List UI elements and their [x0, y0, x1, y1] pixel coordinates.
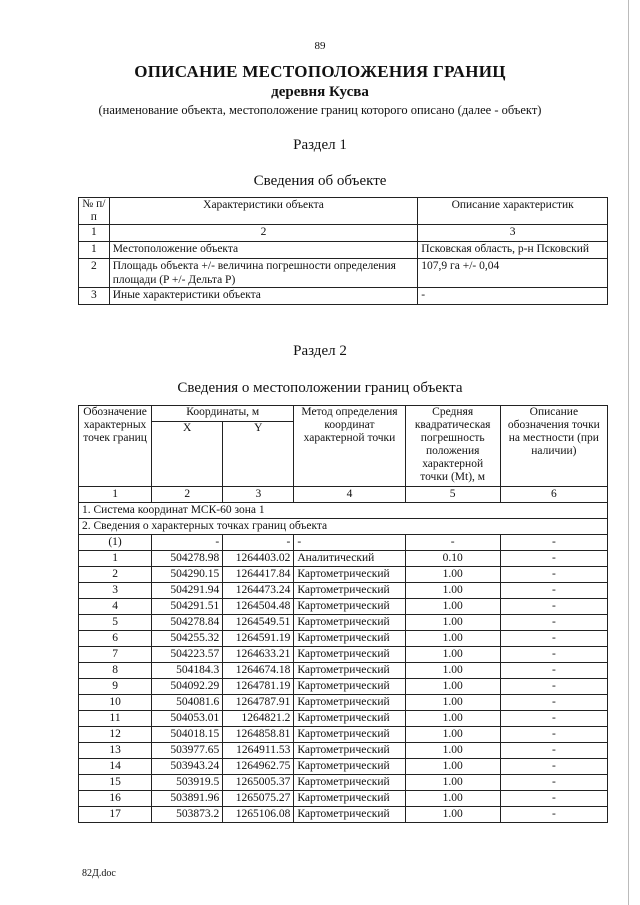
- table-row: [79, 242, 608, 259]
- point-name: 10: [79, 695, 152, 711]
- section-2-heading: Раздел 2: [293, 343, 347, 359]
- point-description: -: [500, 775, 607, 791]
- row-num: 3: [79, 288, 110, 305]
- index-cell: 5: [405, 487, 500, 503]
- point-x: 504290.15: [152, 567, 223, 583]
- table-row: [79, 791, 608, 807]
- points-heading-row: [79, 519, 608, 535]
- point-name: 3: [79, 583, 152, 599]
- object-info-rows: [79, 242, 608, 305]
- table-row: [79, 775, 608, 791]
- point-y: 1264417.84: [223, 567, 294, 583]
- point-error: 1.00: [405, 599, 500, 615]
- table-row: [79, 695, 608, 711]
- boundary-points-table: [78, 405, 608, 823]
- point-error: 1.00: [405, 615, 500, 631]
- table-row: [79, 743, 608, 759]
- table-row: [79, 679, 608, 695]
- point-name: 2: [79, 567, 152, 583]
- point-x: 504278.98: [152, 551, 223, 567]
- point-y: 1264674.18: [223, 663, 294, 679]
- point-description: -: [500, 679, 607, 695]
- index-cell: 3: [223, 487, 294, 503]
- table-row: [79, 551, 608, 567]
- index-cell: 2: [109, 225, 418, 242]
- section-1-table-title: Сведения об объекте: [253, 173, 387, 189]
- point-method: -: [294, 535, 405, 551]
- point-name: 15: [79, 775, 152, 791]
- point-error: 1.00: [405, 583, 500, 599]
- index-cell: 1: [79, 487, 152, 503]
- index-cell: 1: [79, 225, 110, 242]
- point-name: (1): [79, 535, 152, 551]
- point-name: 7: [79, 647, 152, 663]
- header-point-name: Обозначение характерных точек границ: [79, 406, 152, 487]
- point-method: Картометрический: [294, 583, 405, 599]
- point-y: 1264591.19: [223, 631, 294, 647]
- point-y: 1264911.53: [223, 743, 294, 759]
- index-cell: 4: [294, 487, 405, 503]
- point-x: 503943.24: [152, 759, 223, 775]
- point-description: -: [500, 647, 607, 663]
- row-num: 1: [79, 242, 110, 259]
- point-description: -: [500, 759, 607, 775]
- point-y: 1265005.37: [223, 775, 294, 791]
- table-row: [79, 631, 608, 647]
- point-x: 504053.01: [152, 711, 223, 727]
- table-row: [79, 599, 608, 615]
- point-method: Картометрический: [294, 743, 405, 759]
- index-cell: 6: [500, 487, 607, 503]
- point-y: 1264403.02: [223, 551, 294, 567]
- header-y: Y: [223, 422, 294, 487]
- point-x: 504291.51: [152, 599, 223, 615]
- section-1-heading: Раздел 1: [293, 137, 347, 153]
- boundary-point-rows: [79, 535, 608, 823]
- point-name: 9: [79, 679, 152, 695]
- point-name: 1: [79, 551, 152, 567]
- object-name: деревня Кусва: [271, 84, 369, 100]
- point-method: Картометрический: [294, 807, 405, 823]
- point-y: 1264633.21: [223, 647, 294, 663]
- header-method: Метод определения координат характерной точки: [294, 406, 405, 487]
- table-row: [79, 288, 608, 305]
- point-x: 504092.29: [152, 679, 223, 695]
- point-x: 503891.96: [152, 791, 223, 807]
- table-row: [79, 807, 608, 823]
- point-name: 14: [79, 759, 152, 775]
- point-y: 1265106.08: [223, 807, 294, 823]
- point-x: -: [152, 535, 223, 551]
- point-y: 1264549.51: [223, 615, 294, 631]
- row-characteristic: Площадь объекта +/- величина погрешности определения площади (P +/- Дельта P): [109, 259, 418, 288]
- object-info-table: [78, 197, 608, 305]
- point-method: Картометрический: [294, 695, 405, 711]
- row-characteristic: Местоположение объекта: [109, 242, 418, 259]
- point-description: -: [500, 567, 607, 583]
- file-name-footer: 82Д.doc: [82, 868, 116, 879]
- point-y: 1264962.75: [223, 759, 294, 775]
- points-heading-cell: 2. Сведения о характерных точках границ объекта: [79, 519, 608, 535]
- header-error: Средняя квадратическая погрешность положения характерной точки (Mt), м: [405, 406, 500, 487]
- point-error: 1.00: [405, 775, 500, 791]
- point-method: Картометрический: [294, 759, 405, 775]
- point-x: 504081.6: [152, 695, 223, 711]
- page-number: 89: [314, 40, 326, 52]
- table-row: [79, 663, 608, 679]
- point-error: 1.00: [405, 647, 500, 663]
- point-description: -: [500, 583, 607, 599]
- point-description: -: [500, 631, 607, 647]
- point-method: Картометрический: [294, 631, 405, 647]
- object-note: (наименование объекта, местоположение границ которого описано (далее - объект): [98, 103, 542, 117]
- point-name: 4: [79, 599, 152, 615]
- table-header-row: [79, 406, 608, 422]
- header-characteristics: Характеристики объекта: [109, 198, 418, 225]
- table-row: [79, 711, 608, 727]
- point-name: 8: [79, 663, 152, 679]
- point-method: Картометрический: [294, 647, 405, 663]
- row-characteristic: Иные характеристики объекта: [109, 288, 418, 305]
- point-method: Картометрический: [294, 775, 405, 791]
- point-x: 504278.84: [152, 615, 223, 631]
- point-y: 1264821.2: [223, 711, 294, 727]
- point-error: -: [405, 535, 500, 551]
- point-error: 1.00: [405, 727, 500, 743]
- header-point-description: Описание обозначения точки на местности (при наличии): [500, 406, 607, 487]
- point-description: -: [500, 743, 607, 759]
- index-cell: 2: [152, 487, 223, 503]
- point-description: -: [500, 599, 607, 615]
- point-description: -: [500, 551, 607, 567]
- point-name: 16: [79, 791, 152, 807]
- point-name: 12: [79, 727, 152, 743]
- point-method: Картометрический: [294, 711, 405, 727]
- point-description: -: [500, 695, 607, 711]
- point-error: 1.00: [405, 679, 500, 695]
- point-error: 1.00: [405, 791, 500, 807]
- point-y: 1264781.19: [223, 679, 294, 695]
- row-description: 107,9 га +/- 0,04: [418, 259, 608, 288]
- point-x: 504018.15: [152, 727, 223, 743]
- table-row: [79, 583, 608, 599]
- coordinate-system-row: [79, 503, 608, 519]
- row-description: -: [418, 288, 608, 305]
- header-coordinates: Координаты, м: [152, 406, 294, 422]
- point-name: 17: [79, 807, 152, 823]
- point-description: -: [500, 615, 607, 631]
- row-num: 2: [79, 259, 110, 288]
- point-x: 504255.32: [152, 631, 223, 647]
- point-y: 1264858.81: [223, 727, 294, 743]
- table-row: [79, 535, 608, 551]
- point-description: -: [500, 535, 607, 551]
- point-error: 1.00: [405, 631, 500, 647]
- table-header-row: [79, 198, 608, 225]
- table-row: [79, 647, 608, 663]
- point-method: Картометрический: [294, 679, 405, 695]
- table-row: [79, 727, 608, 743]
- header-num: № п/п: [79, 198, 110, 225]
- point-x: 504223.57: [152, 647, 223, 663]
- point-error: 1.00: [405, 711, 500, 727]
- point-method: Картометрический: [294, 791, 405, 807]
- point-description: -: [500, 663, 607, 679]
- point-error: 1.00: [405, 759, 500, 775]
- point-method: Картометрический: [294, 615, 405, 631]
- point-error: 1.00: [405, 807, 500, 823]
- point-name: 13: [79, 743, 152, 759]
- point-method: Картометрический: [294, 727, 405, 743]
- point-error: 1.00: [405, 567, 500, 583]
- header-x: X: [152, 422, 223, 487]
- coordinate-system-cell: 1. Система координат МСК-60 зона 1: [79, 503, 608, 519]
- point-x: 503873.2: [152, 807, 223, 823]
- document-title: ОПИСАНИЕ МЕСТОПОЛОЖЕНИЯ ГРАНИЦ: [134, 62, 506, 81]
- header-description: Описание характеристик: [418, 198, 608, 225]
- point-error: 1.00: [405, 695, 500, 711]
- point-method: Картометрический: [294, 567, 405, 583]
- table-row: [79, 259, 608, 288]
- table-row: [79, 759, 608, 775]
- table-index-row: [79, 487, 608, 503]
- point-method: Картометрический: [294, 663, 405, 679]
- section-2-table-title: Сведения о местоположении границ объекта: [177, 380, 463, 396]
- point-error: 1.00: [405, 743, 500, 759]
- table-row: [79, 567, 608, 583]
- table-index-row: [79, 225, 608, 242]
- point-y: -: [223, 535, 294, 551]
- table-row: [79, 615, 608, 631]
- point-y: 1265075.27: [223, 791, 294, 807]
- point-error: 0.10: [405, 551, 500, 567]
- point-x: 504291.94: [152, 583, 223, 599]
- point-name: 6: [79, 631, 152, 647]
- point-method: Аналитический: [294, 551, 405, 567]
- point-x: 504184.3: [152, 663, 223, 679]
- point-y: 1264504.48: [223, 599, 294, 615]
- point-name: 5: [79, 615, 152, 631]
- point-description: -: [500, 711, 607, 727]
- point-description: -: [500, 791, 607, 807]
- page-edge-line: [628, 0, 629, 905]
- point-method: Картометрический: [294, 599, 405, 615]
- point-x: 503977.65: [152, 743, 223, 759]
- point-y: 1264473.24: [223, 583, 294, 599]
- point-description: -: [500, 807, 607, 823]
- point-description: -: [500, 727, 607, 743]
- point-y: 1264787.91: [223, 695, 294, 711]
- row-description: Псковская область, р-н Псковский: [418, 242, 608, 259]
- index-cell: 3: [418, 225, 608, 242]
- point-name: 11: [79, 711, 152, 727]
- point-x: 503919.5: [152, 775, 223, 791]
- point-error: 1.00: [405, 663, 500, 679]
